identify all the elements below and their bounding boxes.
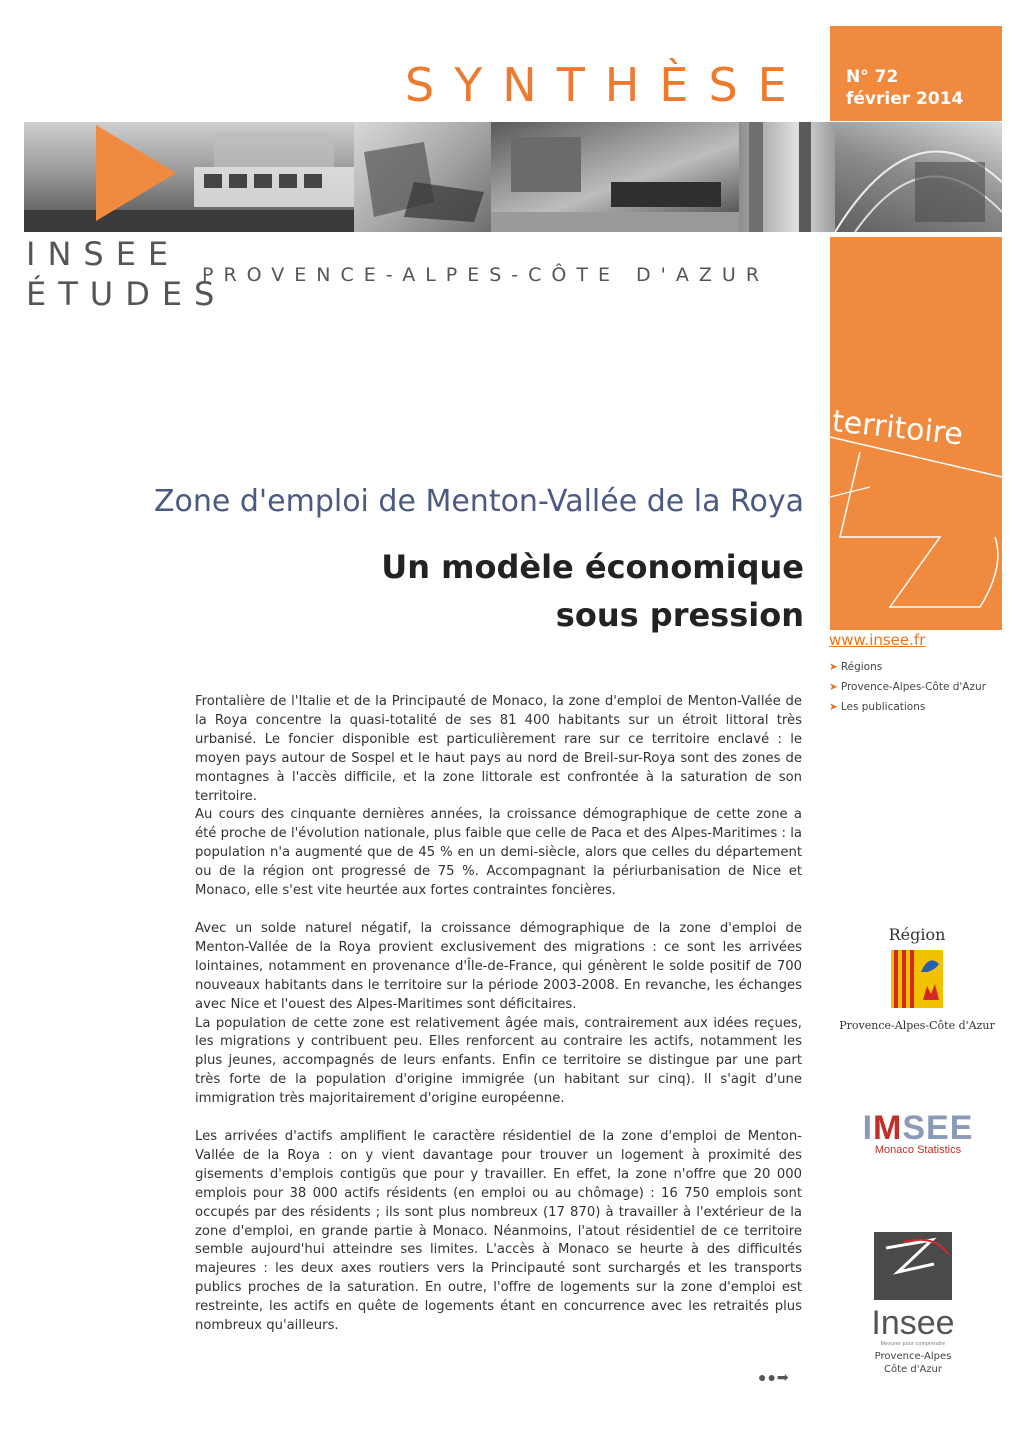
imsee-wordmark: IMSEE [862, 1109, 974, 1147]
insee-mark-icon [874, 1232, 952, 1300]
insee-triangle-mark [96, 125, 176, 221]
insee-website-link[interactable]: www.insee.fr [829, 631, 926, 649]
theme-label: territoire [830, 404, 965, 453]
sidebar-link-label: Provence-Alpes-Côte d'Azur [840, 681, 986, 693]
issue-date: février 2014 [846, 89, 964, 109]
insee-logo [858, 1232, 968, 1376]
paragraph: Frontalière de l'Italie et de la Principauté de Monaco, la zone d'emploi de Menton-Vallée de la Roya concentre la quasi-totalité de ses 81 400 habitants sur un étroit littoral très urbanisé. Le foncier disponible est particulièrement rare sur ce territoire enclavé : le moyen pays autour de Sospel et le haut pays au nord de Breil-sur-Roya sont des zones de montagnes à l'accès difficile, et la zone littorale est confrontée à la saturation de son territoire. [195, 694, 802, 804]
region-paca-logo [832, 925, 1002, 1032]
paragraph: Avec un solde naturel négatif, la croissance démographique de la zone d'emploi de Menton-Vallée de la Roya provient exclusivement des migrations : ce sont les arrivées lointaines, notamment en provenance d'Île-de-France, qui génèrent le solde positif de 700 nouveaux habitants dans le territoire sur la période 2003-2008. En revanche, les échanges avec Nice et l'ouest des Alpes-Maritimes sont déficitaires. [195, 920, 802, 1012]
paragraph: La population de cette zone est relativement âgée mais, contrairement aux idées reçues, les migrations y contribuent peu. Elles renforcent au contraire les actifs, notamment les plus jeunes, accompagnés de leurs enfants. Enfin ce territoire se distingue par une part très forte de la population d'origine immigrée (un habitant sur cinq). Il s'agit d'une immigration très majoritairement d'origine européenne. [195, 1015, 802, 1107]
publication-title: SYNTHÈSE [405, 58, 807, 112]
arrow-right-icon: ➤ [829, 701, 838, 713]
insee-tagline: Mesurer pour comprendre [880, 1341, 946, 1347]
issue-number: N° 72 [846, 67, 899, 87]
imsee-logo [858, 1110, 978, 1156]
sidebar-link-label: Régions [840, 661, 883, 673]
region-shield-icon [891, 950, 943, 1008]
theme-band [830, 237, 1002, 630]
corridor-photo [739, 122, 835, 232]
continue-arrow-icon: ●●➡ [758, 1369, 790, 1385]
region-logo-word: Région [888, 925, 946, 944]
insee-region-line-2: Côte d'Azur [884, 1364, 942, 1375]
sidebar-link-publications[interactable] [829, 697, 986, 717]
zone-title: Zone d'emploi de Menton-Vallée de la Roya [153, 484, 804, 519]
publisher-line-1: INSEE [26, 235, 181, 273]
imsee-subtitle: Monaco Statistics [874, 1144, 962, 1156]
insee-wordmark: Insee [871, 1304, 955, 1342]
paragraph: Au cours des cinquante dernières années, la croissance démographique de cette zone a été proche de l'évolution nationale, plus faible que celle de Paca et des Alpes-Maritimes : la population n'a augmenté que de 45 % en un demi-siècle, alors que celles du département ou de la région ont progressé de 75 %. Accompagnant la périurbanisation de Nice et Monaco, elle s'est vite heurtée aux fortes contraintes foncières. [195, 807, 802, 899]
issue-box [830, 26, 1002, 121]
keyboard-photo [491, 122, 739, 232]
heading-line-1: Un modèle économique [381, 548, 804, 586]
arrow-right-icon: ➤ [829, 681, 838, 693]
sidebar-link-paca[interactable] [829, 677, 986, 697]
region-name: PROVENCE-ALPES-CÔTE D'AZUR [202, 264, 770, 286]
main-heading [260, 543, 804, 639]
office-photo [354, 122, 491, 232]
insee-region-line-1: Provence-Alpes [874, 1351, 952, 1362]
sidebar-link-regions[interactable] [829, 657, 986, 677]
paragraph: Les arrivées d'actifs amplifient le caractère résidentiel de la zone d'emploi de Menton-Vallée de la Roya : on y vient davantage pour trouver un logement à proximité des gisements d'emplois contigüs que pour y travailler. En effet, la zone n'offre que 20 000 emplois pour 38 000 actifs résidents (en emploi ou au chômage) : 16 750 emplois sont occupés par des résidents ; ils sont plus nombreux (17 870) à travailler à l'extérieur de la zone d'emploi, en grande partie à Monaco. Néanmoins, l'atout résidentiel de ce territoire semble aujourd'hui atteindre ses limites. L'accès à Monaco se heurte à des difficultés majeures : les deux axes routiers vers la Principauté sont surchargés et les transports publics proches de la saturation. En outre, l'offre de logements sur la zone d'emploi est restreinte, les actifs en quête de logements étant en concurrence avec les retraités plus nombreux qu'ailleurs. [195, 1129, 802, 1334]
article-body [195, 693, 802, 1336]
sidebar-links [829, 657, 986, 717]
arrow-right-icon: ➤ [829, 661, 838, 673]
heading-line-2: sous pression [555, 596, 804, 634]
publisher-line-2: ÉTUDES [26, 275, 227, 313]
glass-roof-photo [835, 122, 1002, 232]
tramway-photo [24, 122, 354, 232]
insee-etudes-wordmark [26, 234, 226, 314]
region-logo-caption: Provence-Alpes-Côte d'Azur [839, 1019, 995, 1032]
sidebar-link-label: Les publications [840, 701, 926, 713]
